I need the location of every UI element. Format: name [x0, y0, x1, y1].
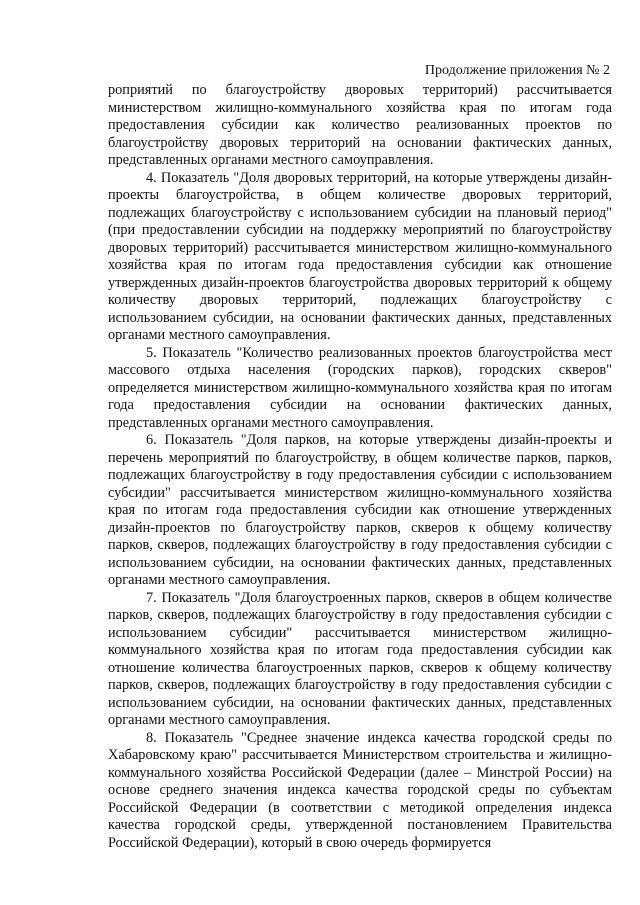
paragraph-continuation: роприятий по благоустройству дворовых территорий) рассчитывается министерством жилищно-коммунального хозяйства края по итогам года предоставления субсидии как количество реализованных проектов по благоустройству дворовых территорий на основании фактических данных, представленных органами местного самоуправления.: [108, 82, 612, 168]
paragraph-5: 5. Показатель "Количество реализованных проектов благоустройства мест массового отдыха населения (городских парков), городских скверов" определяется министерством жилищно-коммунального хозяйства края по итогам года предоставления субсидии на основании фактических данных, представленных органами местного самоуправления.: [108, 344, 612, 431]
paragraph-7: 7. Показатель "Доля благоустроенных парков, скверов в общем количестве парков, скверов, подлежащих благоустройству в году предоставления субсидии с использованием субсидии" рассчитывается министерством жилищно-коммунального хозяйства края по итогам года предоставления субсидии как отношение количества благоустроенных парков, скверов к общему количеству парков, скверов, подлежащих благоустройству в году предоставления субсидии с использованием субсидии, на основании фактических данных, представленных органами местного самоуправления.: [108, 589, 612, 728]
paragraph-4: 4. Показатель "Доля дворовых территорий, на которые утверждены дизайн-проекты благоустройства, в общем количестве дворовых территорий, подлежащих благоустройству с использованием субсидии на плановый период" (при предоставлении субсидии на поддержку мероприятий по благоустройству дворовых территорий) рассчитывается министерством жилищно-коммунального хозяйства края по итогам года предоставления субсидии как отношение утвержденных дизайн-проектов благоустройства дворовых территорий к общему количеству дворовых территорий, подлежащих благоустройству с использованием субсидии, на основании фактических данных, представленных органами местного самоуправления.: [108, 169, 612, 343]
paragraph-8: 8. Показатель "Среднее значение индекса качества городской среды по Хабаровскому краю" рассчитывается Министерством строительства и жилищно-коммунального хозяйства Российской Федерации (далее – Минстрой России) на основе среднего значения индекса качества городской среды по субъектам Российской Федерации (в соответствии с методикой определения индекса качества городской среды, утвержденной постановлением Правительства Российской Федерации), который в свою очередь формируется: [108, 729, 612, 851]
document-body: [108, 82, 612, 852]
appendix-continuation-header: Продолжение приложения № 2: [424, 63, 610, 78]
paragraph-6: 6. Показатель "Доля парков, на которые утверждены дизайн-проекты и перечень мероприятий по благоустройству, в общем количестве парков, парков, подлежащих благоустройству в году предоставления субсидии с использованием субсидии" рассчитывается министерством жилищно-коммунального хозяйства края по итогам года предоставления субсидии как отношение утвержденных дизайн-проектов по благоустройству парков, скверов к общему количеству парков, скверов, подлежащих благоустройству в году предоставления субсидии с использованием субсидии, на основании фактических данных, представленных органами местного самоуправления.: [108, 432, 612, 588]
